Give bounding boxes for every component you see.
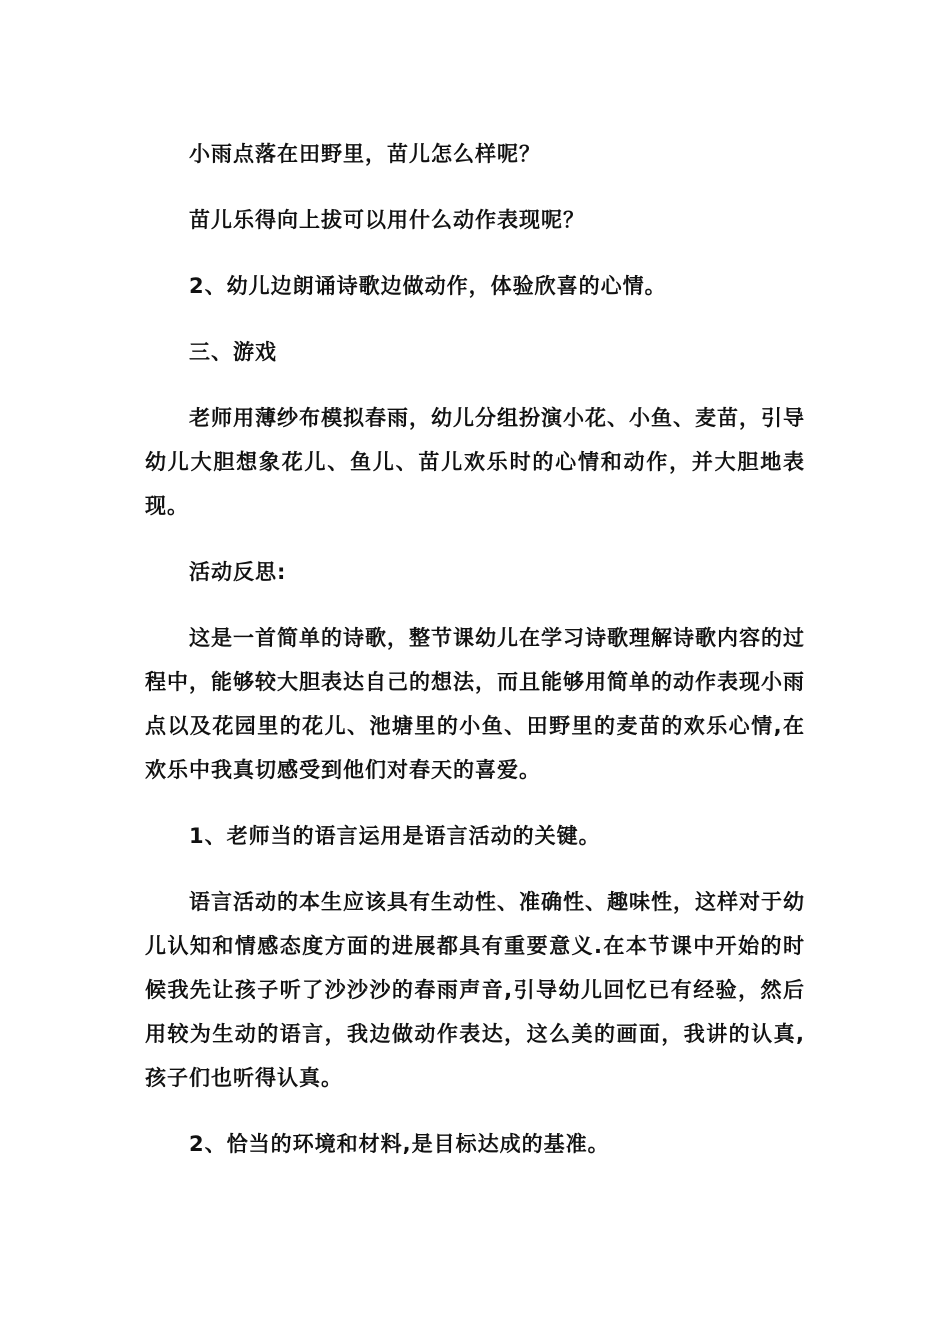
paragraph-reflection-intro: 这是一首简单的诗歌，整节课幼儿在学习诗歌理解诗歌内容的过程中，能够较大胆表达自己的想法，而且能够用简单的动作表现小雨点以及花园里的花儿、池塘里的小鱼、田野里的麦苗的欢乐心情,在欢乐中我真切感受到他们对春天的喜爱。 <box>145 626 805 782</box>
paragraph-point-2: 2、恰当的环境和材料,是目标达成的基准。 <box>189 1132 610 1156</box>
paragraph-step-2-recite: 2、幼儿边朗诵诗歌边做动作，体验欣喜的心情。 <box>189 274 667 298</box>
paragraph-point-1: 1、老师当的语言运用是语言活动的关键。 <box>189 824 601 848</box>
section-heading-reflection: 活动反思: <box>189 560 287 584</box>
section-heading-game: 三、游戏 <box>189 340 277 364</box>
document-body <box>145 132 805 1166</box>
paragraph-seedling-action: 苗儿乐得向上拔可以用什么动作表现呢？ <box>189 208 585 232</box>
paragraph-rain-fields: 小雨点落在田野里，苗儿怎么样呢？ <box>189 142 541 166</box>
paragraph-language-activity: 语言活动的本生应该具有生动性、准确性、趣味性，这样对于幼儿认知和情感态度方面的进展都具有重要意义.在本节课中开始的时候我先让孩子听了沙沙沙的春雨声音,引导幼儿回忆已有经验，然后用较为生动的语言，我边做动作表达，这么美的画面，我讲的认真,孩子们也听得认真。 <box>145 890 805 1090</box>
paragraph-game-description: 老师用薄纱布模拟春雨，幼儿分组扮演小花、小鱼、麦苗，引导幼儿大胆想象花儿、鱼儿、苗儿欢乐时的心情和动作，并大胆地表现。 <box>145 406 805 518</box>
